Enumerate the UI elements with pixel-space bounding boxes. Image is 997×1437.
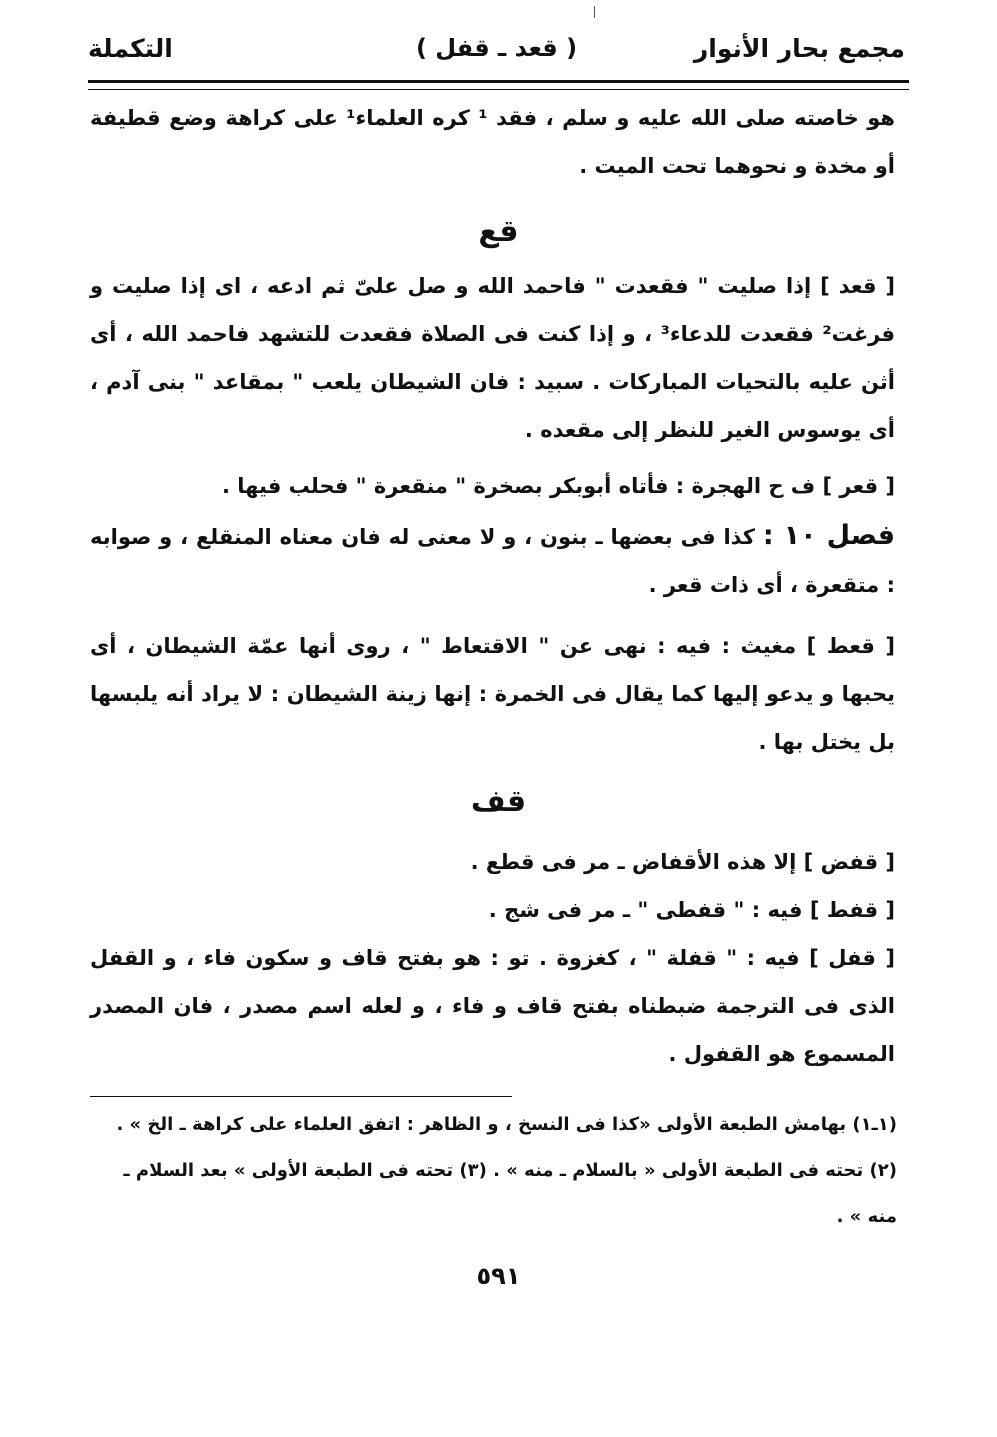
footnote-2-3: (٢) تحته فى الطبعة الأولى « بالسلام ـ منه » . (٣) تحته فى الطبعة الأولى » بعد السلام ـ منه » . [123,1160,897,1227]
entry-qafd: [ قفض ] إلا هذه الأقفاض ـ مر فى قطع . [470,850,895,874]
entry-qafl: [ قفل ] فيه : " قفلة " ، كغزوة . تو : هو بفتح قاف و سكون فاء ، و القفل الذى فى الترجمة ضبطناه بفتح قاف و فاء ، و لعله اسم مصدر ، فان المصدر المسموع هو القفول . [90,946,895,1066]
footnote-rule [90,1096,512,1097]
entry-qar: [ قعر ] ف ح الهجرة : فأتاه أبوبكر بصخرة " منقعرة " فحلب فيها . [221,474,895,498]
entry-qat: [ قعط ] مغيث : فيه : نهى عن " الاقتعاط " ، روى أنها عمّة الشيطان ، أى يحبها و يدعو إليها كما يقال فى الخمرة : إنها زينة الشيطان : لا يراد أنه يلبسها بل يختل بها . [90,634,895,754]
entry-qaft: [ قفط ] فيه : " قفطى " ـ مر فى شج . [488,898,895,922]
paragraph-continuation: هو خاصته صلى الله عليه و سلم ، فقد ¹ كره العلماء¹ على كراهة وضع قطيفة أو مخدة و نحوهما تحت الميت . [90,106,895,178]
header-entry-range: ( قعد ـ قفل ) [415,34,578,62]
fasl-label: فصل ١٠ : [762,520,895,551]
section-heading-qaf: قف [470,784,527,819]
footnote-1: (١ـ١) بهامش الطبعة الأولى «كذا فى النسخ ، و الظاهر : اتفق العلماء على كراهة ـ الخ » . [116,1114,897,1135]
header-rule [88,80,909,90]
header-book-title: مجمع بحار الأنوار [693,34,905,63]
running-header [88,28,905,74]
entry-qar-note [90,512,895,609]
section-heading-qa: قع [478,214,519,249]
fasl-text: كذا فى بعضها ـ بنون ، و لا معنى له فان معناه المنقلع ، و صوابه : متقعرة ، أى ذات قعر . [90,525,895,597]
stray-mark [594,6,595,18]
page-number: ٥٩١ [476,1262,521,1290]
entry-qad: [ قعد ] إذا صليت " فقعدت " فاحمد الله و صل علىّ ثم ادعه ، اى إذا صليت و فرغت² فقعدت للدعاء³ ، و إذا كنت فى الصلاة فقعدت للتشهد فاحمد الله ، أى أثن عليه بالتحيات المباركات . سبيد : فان الشيطان يلعب " بمقاعد " بنى آدم ، أى يوسوس الغير للنظر إلى مقعده . [90,274,895,442]
header-section-title: التكملة [88,34,173,63]
